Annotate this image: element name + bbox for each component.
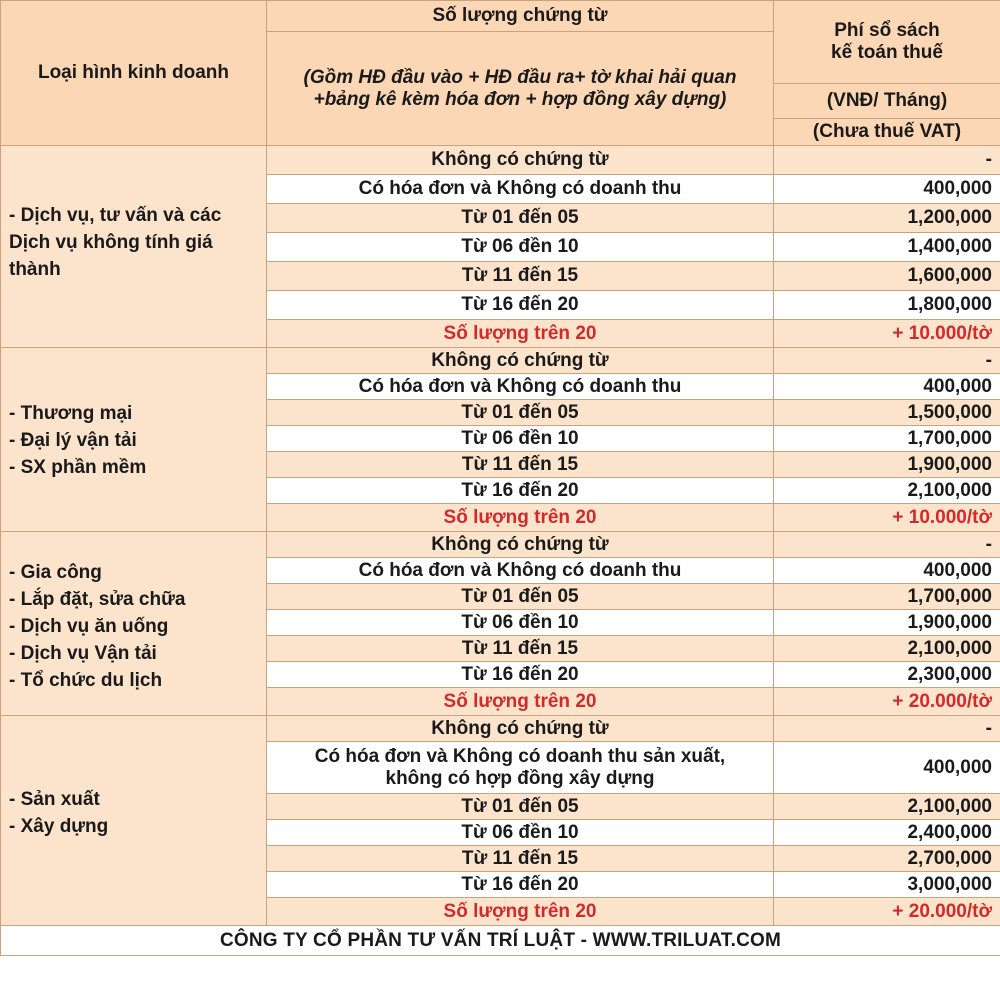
doc-count-line: không có hợp đồng xây dựng — [385, 767, 655, 789]
fee-cell: + 20.000/tờ — [774, 898, 1000, 926]
fee-cell: 400,000 — [774, 175, 1000, 204]
fee-cell: - — [774, 716, 1000, 742]
doc-count-cell: Không có chứng từ — [267, 532, 774, 558]
doc-count-cell: Từ 16 đến 20 — [267, 662, 774, 688]
doc-count-cell: Từ 11 đến 15 — [267, 262, 774, 291]
category-list — [9, 716, 258, 840]
company-footer: CÔNG TY CỔ PHẦN TƯ VẤN TRÍ LUẬT - WWW.TRILUAT.COM — [1, 926, 1000, 956]
category-line: - Đại lý vận tải — [9, 430, 137, 451]
table-row — [1, 146, 1000, 175]
doc-count-cell: Có hóa đơn và Không có doanh thu — [267, 374, 774, 400]
footer-row — [1, 926, 1000, 956]
category-line: - Dịch vụ ăn uống — [9, 616, 169, 637]
doc-count-cell: Có hóa đơn và Không có doanh thu — [267, 175, 774, 204]
header-docs-sub — [267, 32, 774, 146]
doc-count-cell: Từ 06 đền 10 — [267, 820, 774, 846]
category-line: - Thương mại — [9, 403, 133, 424]
doc-count-cell — [267, 742, 774, 794]
category-line: Dịch vụ không tính giá — [9, 232, 213, 253]
fee-cell: 1,500,000 — [774, 400, 1000, 426]
fee-cell: 2,300,000 — [774, 662, 1000, 688]
table-body — [1, 1, 1000, 956]
header-fee-title — [774, 1, 1000, 84]
fee-cell: 3,000,000 — [774, 872, 1000, 898]
fee-cell: 1,700,000 — [774, 584, 1000, 610]
category-line: thành — [9, 259, 61, 280]
category-line: - SX phần mềm — [9, 457, 147, 478]
fee-cell: 400,000 — [774, 374, 1000, 400]
doc-count-cell: Từ 11 đến 15 — [267, 452, 774, 478]
doc-count-line: Có hóa đơn và Không có doanh thu sản xuất, — [314, 745, 726, 767]
category-line: - Tổ chức du lịch — [9, 670, 163, 691]
fee-cell: 400,000 — [774, 742, 1000, 794]
fee-cell: 2,100,000 — [774, 478, 1000, 504]
header-docs-sub-line2: +bảng kê kèm hóa đơn + hợp đồng xây dựng) — [313, 88, 727, 110]
doc-count-cell: Không có chứng từ — [267, 146, 774, 175]
category-line: - Xây dựng — [9, 816, 109, 837]
fee-cell: - — [774, 348, 1000, 374]
header-fee-unit: (VNĐ/ Tháng) — [774, 84, 1000, 119]
category-list — [9, 348, 258, 481]
category-list — [9, 532, 258, 694]
doc-count-cell: Từ 01 đến 05 — [267, 794, 774, 820]
fee-cell: 1,900,000 — [774, 610, 1000, 636]
fee-cell: 2,400,000 — [774, 820, 1000, 846]
header-category: Loại hình kinh doanh — [1, 1, 267, 146]
category-list — [9, 146, 258, 283]
header-row — [1, 1, 1000, 32]
doc-count-cell: Từ 01 đến 05 — [267, 204, 774, 233]
category-line: - Lắp đặt, sửa chữa — [9, 589, 186, 610]
doc-count-cell: Từ 16 đến 20 — [267, 872, 774, 898]
doc-count-cell: Từ 11 đến 15 — [267, 636, 774, 662]
category-cell — [1, 348, 267, 532]
fee-cell: 2,100,000 — [774, 794, 1000, 820]
doc-count-cell: Từ 06 đền 10 — [267, 610, 774, 636]
category-line: - Sản xuất — [9, 789, 100, 810]
doc-count-cell: Từ 06 đền 10 — [267, 233, 774, 262]
doc-count-cell: Từ 11 đến 15 — [267, 846, 774, 872]
table-row — [1, 716, 1000, 742]
doc-count-cell: Số lượng trên 20 — [267, 898, 774, 926]
category-cell — [1, 532, 267, 716]
table-row — [1, 348, 1000, 374]
doc-count-cell: Số lượng trên 20 — [267, 504, 774, 532]
fee-cell: 1,200,000 — [774, 204, 1000, 233]
header-fee-line2: kế toán thuế — [831, 42, 943, 63]
fee-cell: 1,700,000 — [774, 426, 1000, 452]
doc-count-cell: Từ 06 đền 10 — [267, 426, 774, 452]
table-row — [1, 532, 1000, 558]
doc-count-cell: Từ 16 đến 20 — [267, 478, 774, 504]
fee-cell: + 20.000/tờ — [774, 688, 1000, 716]
fee-cell: 2,100,000 — [774, 636, 1000, 662]
header-fee-line1: Phí sổ sách — [834, 20, 940, 41]
fee-cell: 2,700,000 — [774, 846, 1000, 872]
fee-cell: 1,800,000 — [774, 291, 1000, 320]
category-line: - Dịch vụ Vận tải — [9, 643, 157, 664]
doc-count-cell: Không có chứng từ — [267, 716, 774, 742]
doc-count-cell: Có hóa đơn và Không có doanh thu — [267, 558, 774, 584]
fee-cell: + 10.000/tờ — [774, 320, 1000, 348]
category-line: - Dịch vụ, tư vấn và các — [9, 205, 222, 226]
fee-cell: - — [774, 532, 1000, 558]
fee-cell: 1,900,000 — [774, 452, 1000, 478]
fee-cell: 400,000 — [774, 558, 1000, 584]
doc-count-cell: Từ 01 đến 05 — [267, 400, 774, 426]
header-docs-title: Số lượng chứng từ — [267, 1, 774, 32]
doc-count-cell: Từ 01 đến 05 — [267, 584, 774, 610]
category-cell — [1, 716, 267, 926]
fee-cell: 1,400,000 — [774, 233, 1000, 262]
fee-cell: + 10.000/tờ — [774, 504, 1000, 532]
doc-count-cell: Số lượng trên 20 — [267, 688, 774, 716]
header-docs-sub-line1: (Gồm HĐ đầu vào + HĐ đầu ra+ tờ khai hải quan — [303, 66, 737, 88]
doc-count-cell: Từ 16 đến 20 — [267, 291, 774, 320]
category-line: - Gia công — [9, 562, 102, 583]
fee-cell: 1,600,000 — [774, 262, 1000, 291]
fee-cell: - — [774, 146, 1000, 175]
doc-count-cell: Số lượng trên 20 — [267, 320, 774, 348]
header-fee-vat: (Chưa thuế VAT) — [774, 119, 1000, 146]
category-cell — [1, 146, 267, 348]
doc-count-cell: Không có chứng từ — [267, 348, 774, 374]
